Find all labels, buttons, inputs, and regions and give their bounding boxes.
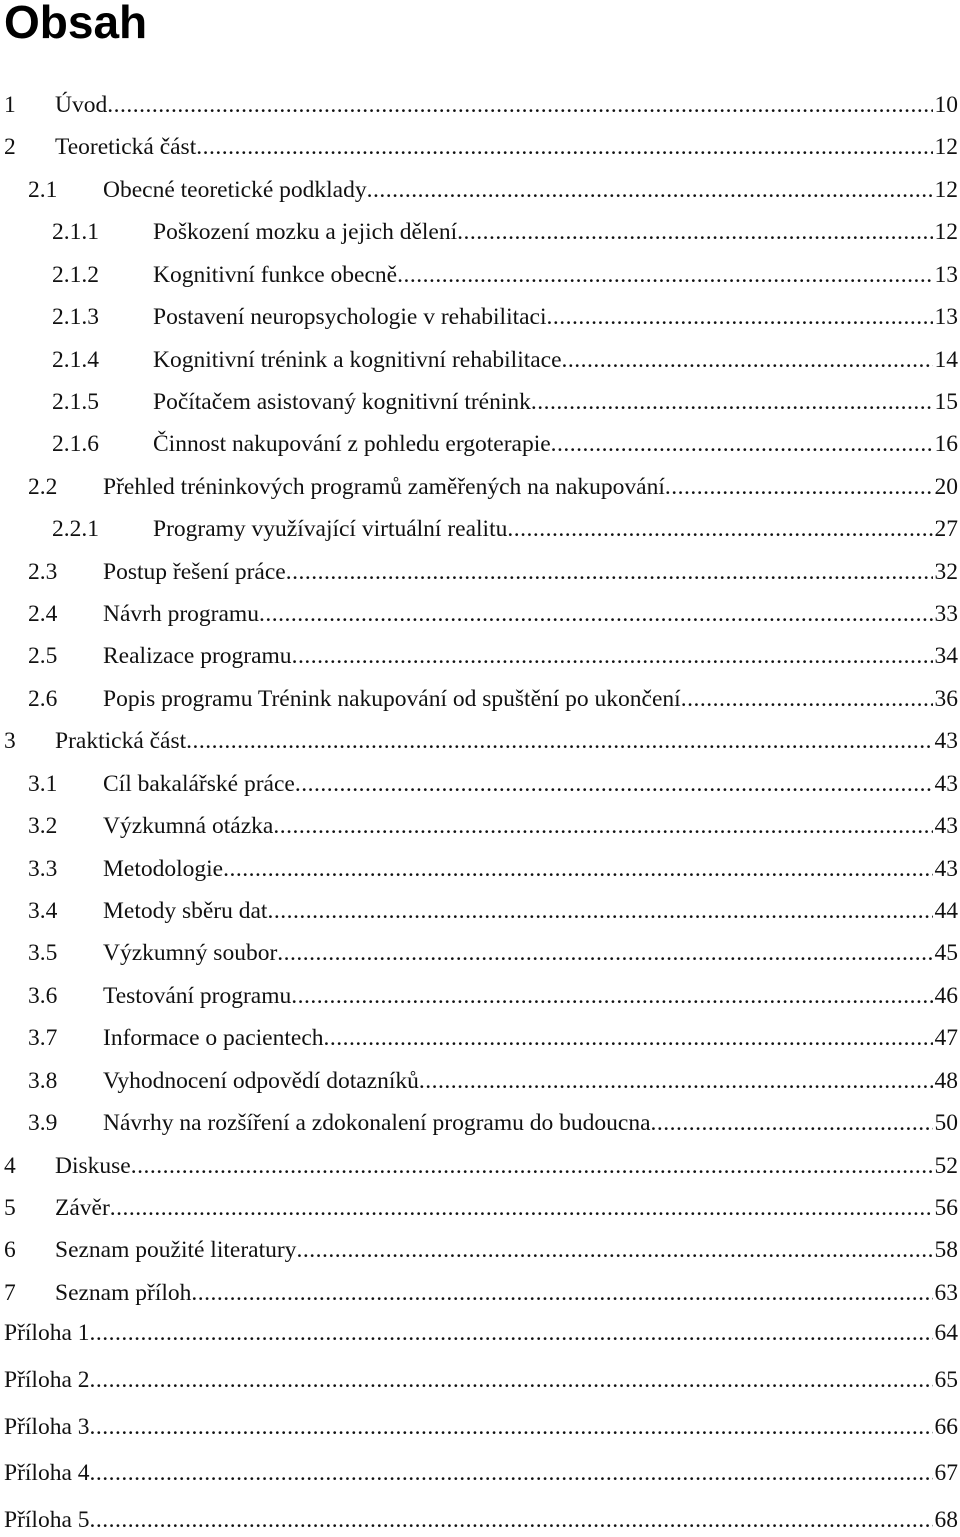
toc-entry-title: Úvod [55,88,107,122]
toc-entry-title: Cíl bakalářské práce [103,767,295,801]
toc-entry-number: 2.1.1 [52,215,99,249]
toc-entry-title: Informace o pacientech [103,1021,324,1055]
toc-entry-page-number: 13 [935,258,960,292]
toc-entry[interactable] [0,1276,960,1310]
toc-entry-number: 2 [4,130,16,164]
toc-entry-number: 3.4 [28,894,57,928]
toc-entry-page-number: 43 [935,852,960,886]
toc-entry[interactable] [0,639,960,673]
dot-leader [277,936,932,970]
toc-entry[interactable] [0,724,960,758]
toc-entry-number: 3.6 [28,979,57,1013]
toc-entry-page-number: 64 [935,1316,960,1350]
toc-entry[interactable] [0,852,960,886]
toc-entry-number: 3 [4,724,16,758]
toc-entry[interactable] [0,1316,960,1350]
toc-entry-page-number: 12 [935,130,960,164]
toc-entry-number: 2.5 [28,639,57,673]
dot-leader [419,1064,933,1098]
toc-entry-number: 2.1.3 [52,300,99,334]
toc-entry-page-number: 13 [935,300,960,334]
toc-entry-title: Postavení neuropsychologie v rehabilitaci [153,300,547,334]
toc-entry-page-number: 58 [935,1233,960,1267]
toc-entry-title: Popis programu Trénink nakupování od spuštění po ukončení [103,682,681,716]
toc-entry-page-number: 27 [935,512,960,546]
toc-entry[interactable] [0,555,960,589]
dot-leader [191,1276,932,1310]
toc-entry-title: Postup řešení práce [103,555,286,589]
toc-entry-title: Závěr [55,1191,110,1225]
toc-entry[interactable] [0,88,960,122]
toc-entry[interactable] [0,979,960,1013]
toc-entry-page-number: 44 [935,894,960,928]
dot-leader [665,470,933,504]
toc-entry-title: Příloha 2 [4,1363,90,1397]
toc-entry-title: Metody sběru dat [103,894,267,928]
toc-entry-page-number: 50 [935,1106,960,1140]
toc-entry[interactable] [0,1503,960,1537]
toc-entry-number: 2.1.5 [52,385,99,419]
toc-entry[interactable] [0,512,960,546]
toc-entry-number: 4 [4,1149,16,1183]
toc-entry-page-number: 36 [935,682,960,716]
dot-leader [397,258,932,292]
toc-entry-page-number: 20 [935,470,960,504]
toc-entry-number: 2.2.1 [52,512,99,546]
toc-entry[interactable] [0,470,960,504]
dot-leader [457,215,932,249]
toc-entry-page-number: 33 [935,597,960,631]
toc-entry[interactable] [0,130,960,164]
dot-leader [186,724,932,758]
toc-entry-title: Poškození mozku a jejich dělení [153,215,457,249]
dot-leader [531,385,933,419]
toc-entry-page-number: 12 [935,215,960,249]
toc-entry-title: Výzkumná otázka [103,809,273,843]
toc-entry-page-number: 63 [935,1276,960,1310]
toc-entry[interactable] [0,682,960,716]
toc-entry-title: Činnost nakupování z pohledu ergoterapie [153,427,551,461]
dot-leader [90,1316,933,1350]
dot-leader [286,555,933,589]
toc-entry[interactable] [0,1149,960,1183]
page-title: Obsah [4,0,147,50]
toc-entry-title: Návrh programu [103,597,259,631]
dot-leader [131,1149,933,1183]
toc-entry-number: 3.9 [28,1106,57,1140]
dot-leader [651,1106,933,1140]
toc-entry-title: Kognitivní trénink a kognitivní rehabilitace [153,343,562,377]
toc-entry-page-number: 47 [935,1021,960,1055]
toc-entry[interactable] [0,343,960,377]
toc-entry-number: 2.1.2 [52,258,99,292]
toc-entry[interactable] [0,1021,960,1055]
toc-entry-number: 3.7 [28,1021,57,1055]
toc-entry-number: 3.8 [28,1064,57,1098]
toc-entry-number: 2.3 [28,555,57,589]
toc-entry-title: Obecné teoretické podklady [103,173,367,207]
toc-entry-page-number: 43 [935,724,960,758]
toc-entry-title: Metodologie [103,852,223,886]
toc-entry-number: 3.2 [28,809,57,843]
toc-entry-number: 3.1 [28,767,57,801]
toc-entry-number: 3.5 [28,936,57,970]
toc-entry-number: 5 [4,1191,16,1225]
toc-entry-title: Přehled tréninkových programů zaměřených na nakupování [103,470,665,504]
toc-entry-page-number: 66 [935,1410,960,1444]
toc-entry-page-number: 14 [935,343,960,377]
toc-entry[interactable] [0,300,960,334]
toc-entry-page-number: 48 [935,1064,960,1098]
toc-entry-title: Návrhy na rozšíření a zdokonalení programu do budoucna [103,1106,651,1140]
dot-leader [259,597,933,631]
toc-entry[interactable] [0,385,960,419]
toc-entry[interactable] [0,427,960,461]
dot-leader [292,639,933,673]
dot-leader [107,88,932,122]
toc-entry[interactable] [0,809,960,843]
toc-entry-title: Programy využívající virtuální realitu [153,512,507,546]
dot-leader [507,512,932,546]
toc-entry-page-number: 56 [935,1191,960,1225]
toc-entry[interactable] [0,1191,960,1225]
toc-entry[interactable] [0,1106,960,1140]
toc-entry-page-number: 43 [935,767,960,801]
toc-entry-page-number: 45 [935,936,960,970]
dot-leader [110,1191,933,1225]
toc-entry-number: 7 [4,1276,16,1310]
toc-entry-title: Testování programu [103,979,291,1013]
toc-entry-number: 3.3 [28,852,57,886]
dot-leader [367,173,933,207]
toc-entry-title: Kognitivní funkce obecně [153,258,397,292]
dot-leader [90,1503,933,1537]
toc-entry-page-number: 67 [935,1456,960,1490]
dot-leader [291,979,932,1013]
toc-entry[interactable] [0,1233,960,1267]
toc-entry-number: 2.4 [28,597,57,631]
toc-entry-title: Seznam použité literatury [55,1233,296,1267]
toc-entry-page-number: 16 [935,427,960,461]
toc-entry-title: Teoretická část [55,130,196,164]
toc-entry-title: Příloha 3 [4,1410,90,1444]
toc-entry-number: 2.1.4 [52,343,99,377]
dot-leader [90,1363,933,1397]
dot-leader [90,1410,933,1444]
toc-entry[interactable] [0,894,960,928]
toc-entry-page-number: 12 [935,173,960,207]
toc-entry-page-number: 34 [935,639,960,673]
toc-entry-page-number: 15 [935,385,960,419]
dot-leader [681,682,933,716]
toc-entry-number: 2.2 [28,470,57,504]
toc-entry-title: Realizace programu [103,639,292,673]
dot-leader [324,1021,933,1055]
toc-entry-title: Diskuse [55,1149,131,1183]
toc-entry-number: 2.6 [28,682,57,716]
dot-leader [273,809,932,843]
toc-entry-number: 6 [4,1233,16,1267]
dot-leader [562,343,933,377]
toc-entry-page-number: 43 [935,809,960,843]
toc-entry[interactable] [0,258,960,292]
toc-entry[interactable] [0,1363,960,1397]
toc-entry[interactable] [0,597,960,631]
dot-leader [196,130,932,164]
dot-leader [551,427,933,461]
toc-entry-number: 1 [4,88,16,122]
toc-entry[interactable] [0,1064,960,1098]
toc-entry-title: Vyhodnocení odpovědí dotazníků [103,1064,419,1098]
toc-entry-page-number: 68 [935,1503,960,1537]
dot-leader [296,1233,932,1267]
toc-entry[interactable] [0,215,960,249]
toc-entry-title: Příloha 4 [4,1456,90,1490]
toc-entry-page-number: 46 [935,979,960,1013]
toc-entry-title: Příloha 5 [4,1503,90,1537]
toc-entry-title: Seznam příloh [55,1276,191,1310]
toc-entry-title: Příloha 1 [4,1316,90,1350]
toc-entry[interactable] [0,767,960,801]
toc-entry-number: 2.1 [28,173,57,207]
toc-entry-page-number: 65 [935,1363,960,1397]
dot-leader [90,1456,933,1490]
toc-entry[interactable] [0,1410,960,1444]
toc-entry[interactable] [0,936,960,970]
toc-entry-title: Počítačem asistovaný kognitivní trénink [153,385,531,419]
toc-entry-title: Výzkumný soubor [103,936,277,970]
toc-entry-page-number: 32 [935,555,960,589]
toc-entry[interactable] [0,1456,960,1490]
dot-leader [267,894,932,928]
toc-entry-number: 2.1.6 [52,427,99,461]
dot-leader [223,852,932,886]
dot-leader [295,767,933,801]
toc-entry-page-number: 52 [935,1149,960,1183]
toc-entry-title: Praktická část [55,724,186,758]
dot-leader [547,300,933,334]
toc-entry[interactable] [0,173,960,207]
toc-entry-page-number: 10 [935,88,960,122]
